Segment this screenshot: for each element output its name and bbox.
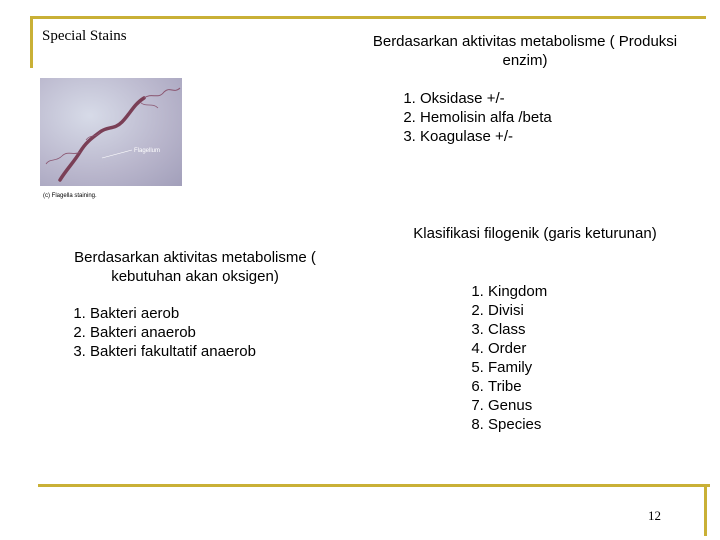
list-item: 2. Divisi — [488, 301, 547, 320]
list-item: 6. Tribe — [488, 377, 547, 396]
enzyme-heading: Berdasarkan aktivitas metabolisme ( Produksi enzim) — [372, 33, 678, 69]
list-item: 1. Oksidase +/- — [420, 89, 552, 108]
left-border-line — [30, 16, 33, 68]
right-border-line — [704, 484, 707, 536]
phylogenetic-list — [460, 282, 547, 434]
list-item: 4. Order — [488, 339, 547, 358]
slide-title: Special Stains — [42, 28, 127, 44]
list-item: 3. Koagulase +/- — [420, 127, 552, 146]
list-item: 2. Bakteri anaerob — [90, 323, 256, 342]
list-item: 5. Family — [488, 358, 547, 377]
page-number: 12 — [648, 508, 661, 523]
top-border-line — [30, 16, 706, 19]
list-item: 2. Hemolisin alfa /beta — [420, 108, 552, 127]
list-item: 1. Bakteri aerob — [90, 304, 256, 323]
flagellum-label: Flagellum — [134, 148, 161, 154]
list-item: 3. Bakteri fakultatif anaerob — [90, 342, 256, 361]
oxygen-heading: Berdasarkan aktivitas metabolisme ( kebutuhan akan oksigen) — [74, 249, 316, 285]
list-item: 7. Genus — [488, 396, 547, 415]
bottom-border-line — [38, 484, 710, 487]
list-item: 1. Kingdom — [488, 282, 547, 301]
list-item: 3. Class — [488, 320, 547, 339]
flagella-stain-image — [40, 78, 182, 186]
phylogenetic-heading: Klasifikasi filogenik (garis keturunan) — [413, 225, 657, 242]
image-caption: (c) Flagella staining. — [43, 193, 97, 199]
enzyme-list — [392, 89, 552, 146]
oxygen-list — [62, 304, 256, 361]
list-item: 8. Species — [488, 415, 547, 434]
